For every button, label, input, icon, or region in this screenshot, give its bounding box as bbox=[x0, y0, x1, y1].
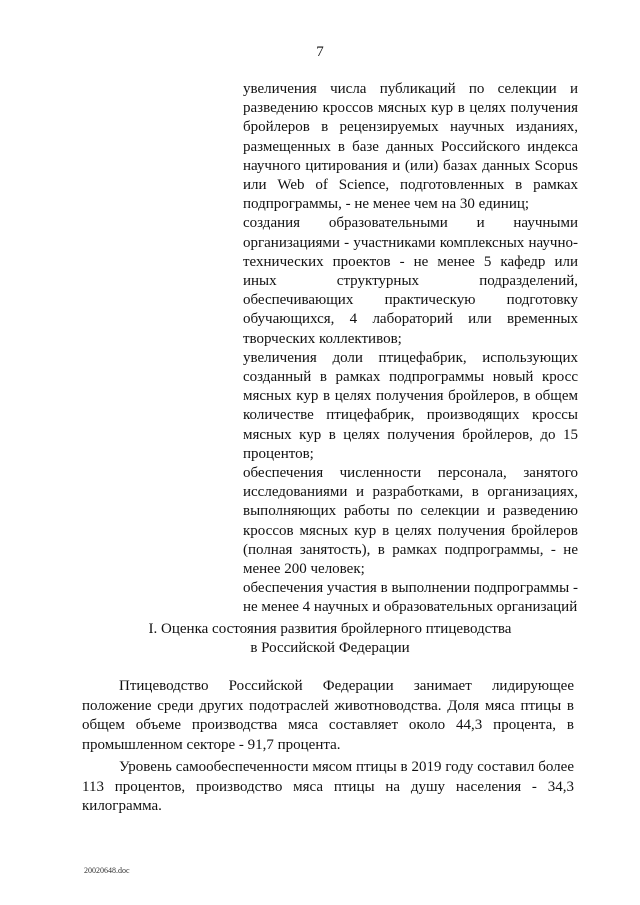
indicator-list bbox=[243, 80, 578, 618]
body-text bbox=[82, 758, 574, 817]
indicator-paragraph: увеличения числа публикаций по селекции и разведению кроссов мясных кур в целях получения бройлеров в рецензируемых научных изданиях, размещенных в базе данных Российского индекса научного цитирования и (или) базах данных Scopus или Web of Science, подготовленных в рамках подпрограммы, - не менее чем на 30 единиц; bbox=[243, 81, 578, 213]
section-heading-line: в Российской Федерации bbox=[250, 640, 410, 656]
page-number: 7 bbox=[316, 44, 324, 60]
section-heading bbox=[100, 620, 560, 658]
body-paragraph: Птицеводство Российской Федерации занимает лидирующее положение среди других подотраслей животноводства. Доля мяса птицы в общем объеме производства мяса составляет около 44,3 процента, в промышленном секторе - 91,7 процента. bbox=[82, 678, 574, 753]
indicator-paragraph: обеспечения численности персонала, занятого исследованиями и разработками, в организациях, выполняющих работы по селекции и разведению кроссов мясных кур в целях получения бройлеров (полная занятость), в рамках подпрограммы, - не менее 200 человек; bbox=[243, 465, 578, 578]
body-paragraph: Уровень самообеспеченности мясом птицы в 2019 году составил более 113 процентов, производство мяса птицы на душу населения - 34,3 килограмма. bbox=[82, 759, 574, 815]
indicator-paragraph: создания образовательными и научными организациями - участниками комплексных научно-технических проектов - не менее 5 кафедр или иных структурных подразделений, обеспечивающих практическую подготовку обучающихся, 4 лабораторий или временных творческих коллективов; bbox=[243, 215, 578, 347]
section-heading-line: I. Оценка состояния развития бройлерного птицеводства bbox=[148, 621, 512, 637]
indicator-paragraph: увеличения доли птицефабрик, использующих созданный в рамках подпрограммы новый кросс мясных кур в целях получения бройлеров, в общем количестве птицефабрик, производящих кроссы мясных кур в целях получения бройлеров, до 15 процентов; bbox=[243, 349, 578, 462]
body-text bbox=[82, 677, 574, 755]
footer-file-code: 20020648.doc bbox=[84, 866, 130, 875]
indicator-paragraph: обеспечения участия в выполнении подпрограммы - не менее 4 научных и образовательных организаций bbox=[243, 580, 578, 616]
